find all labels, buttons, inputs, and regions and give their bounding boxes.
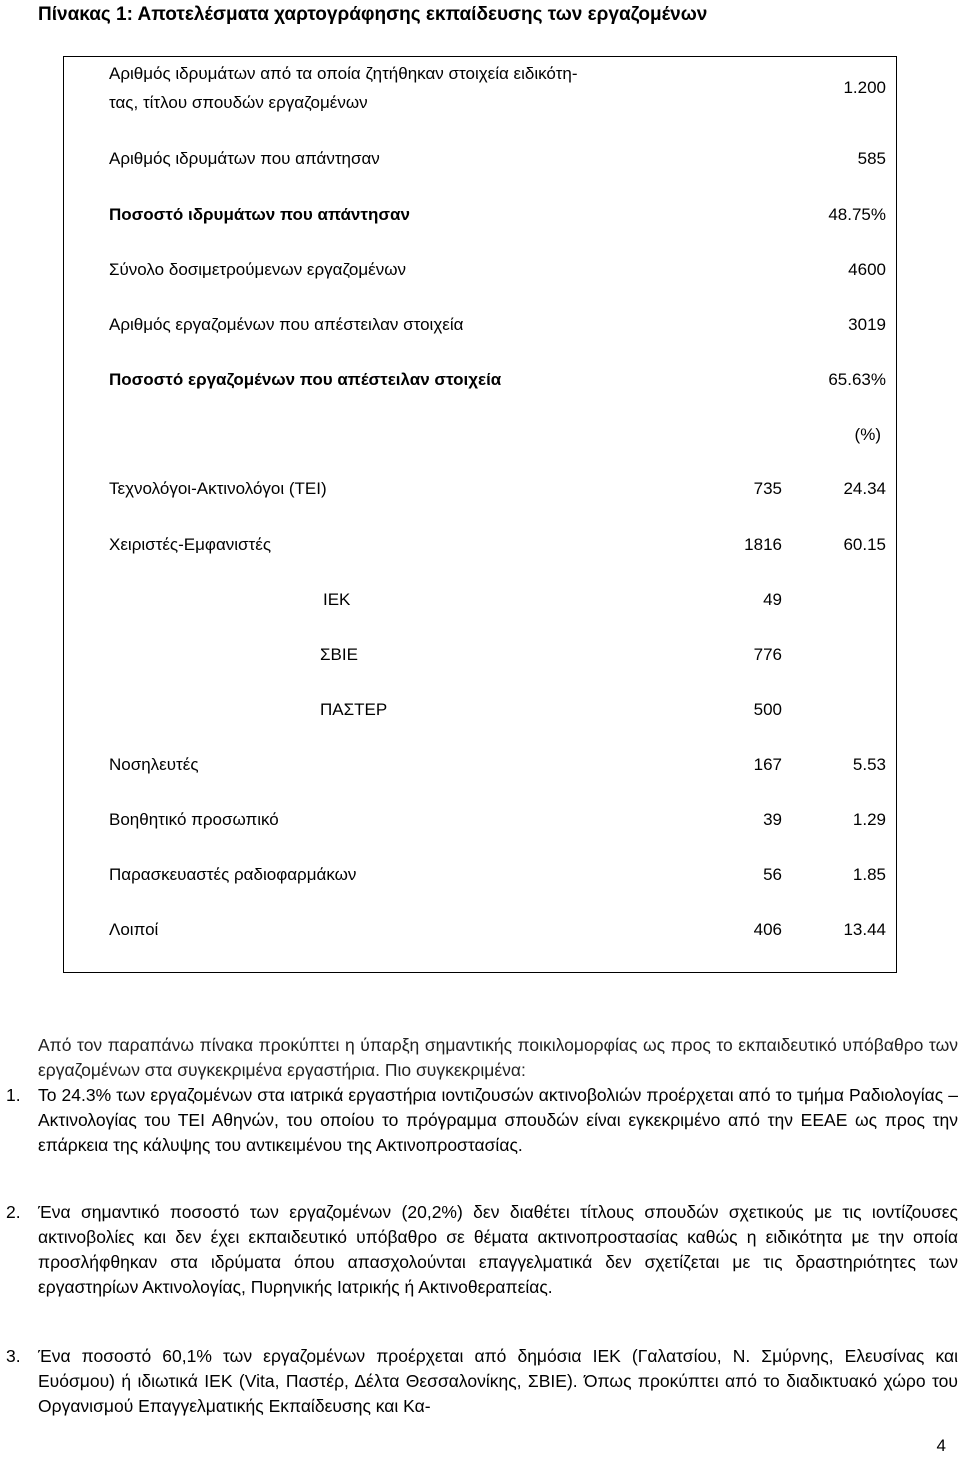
table-row-label: Σύνολο δοσιμετρούμενων εργαζομένων <box>109 260 406 279</box>
page-title: Πίνακας 1: Αποτελέσματα χαρτογράφησης εκπαίδευσης των εργαζομένων <box>38 4 708 25</box>
table-row-count: 776 <box>753 645 782 664</box>
intro-paragraph: Από τον παραπάνω πίνακα προκύπτει η ύπαρξη σημαντικής ποικιλομορφίας ως προς το εκπαιδευτικό υπόβαθρο των εργαζομένων στα συγκεκριμένα εργαστήρια. Πιο συγκεκριμένα: <box>38 1035 958 1080</box>
percent-header: (%) <box>854 425 881 444</box>
table-row-sublabel: ΙΕΚ <box>323 590 351 609</box>
table-row-count: 39 <box>763 810 782 829</box>
list-item-text: Ένα σημαντικό ποσοστό των εργαζομένων (20,2%) δεν διαθέτει τίτλους σπουδών σχετικούς με τις ιοντίζουσες ακτινοβολίες και δεν έχει εκπαιδευτικό υπόβαθρο σε θέματα ακτινοπροστασίας καθώς η ειδικότητα με την οποία προσλήφθηκαν στα ιδρύματα όπου απασχολούνται επαγγελματικά δεν σχετίζεται με τις δραστηριότητες των εργαστηρίων Ακτινολογίας, Πυρηνικής Ιατρικής ή Ακτινοθεραπείας. <box>38 1202 958 1297</box>
table-row-label: Νοσηλευτές <box>109 755 199 774</box>
table-row-percent: 1.85 <box>852 865 886 884</box>
table-row-percent: 24.34 <box>843 479 886 498</box>
list-item-number: 3. <box>6 1346 21 1366</box>
table-row-value: 65.63% <box>828 370 886 389</box>
table-row-label: Αριθμός εργαζομένων που απέστειλαν στοιχεία <box>109 315 464 334</box>
table-row-value: 4600 <box>848 260 886 279</box>
table-row-label: Ποσοστό ιδρυμάτων που απάντησαν <box>109 205 410 224</box>
table-row-count: 49 <box>763 590 782 609</box>
table-row-sublabel: ΣΒΙΕ <box>320 645 358 664</box>
page-number: 4 <box>936 1436 946 1455</box>
table-row-percent: 1.29 <box>852 810 886 829</box>
table-row-label: Τεχνολόγοι-Ακτινολόγοι (ΤΕΙ) <box>109 479 327 498</box>
table-row-sublabel: ΠΑΣΤΕΡ <box>320 700 388 719</box>
table-row-label: Αριθμός ιδρυμάτων που απάντησαν <box>109 149 380 168</box>
list-item-text: Ένα ποσοστό 60,1% των εργαζομένων προέρχεται από δημόσια ΙΕΚ (Γαλατσίου, Ν. Σμύρνης, Ελευσίνας και Ευόσμου) ή ιδιωτικά ΙΕΚ (Vita, Παστέρ, Δέλτα Θεσσαλονίκης, ΣΒΙΕ). Όπως προκύπτει από το διαδικτυακό χώρο του Οργανισμού Επαγγελματικής Εκπαίδευσης και Κα- <box>38 1346 958 1416</box>
table-row-percent: 13.44 <box>843 920 886 939</box>
table-row-value: 48.75% <box>828 205 886 224</box>
table-row-label: Παρασκευαστές ραδιοφαρμάκων <box>109 865 357 884</box>
table-row-label: Λοιποί <box>109 920 159 939</box>
list-item-number: 2. <box>6 1202 21 1222</box>
table-row-count: 406 <box>753 920 782 939</box>
results-table <box>63 56 897 973</box>
table-row-label: Χειριστές-Εμφανιστές <box>109 535 272 554</box>
table-row-label: Αριθμός ιδρυμάτων από τα οποία ζητήθηκαν στοιχεία ειδικότη- <box>109 64 578 83</box>
table-row-count: 56 <box>763 865 782 884</box>
table-row-count: 1816 <box>744 535 782 554</box>
list-item-text: Το 24.3% των εργαζομένων στα ιατρικά εργαστήρια ιοντιζουσών ακτινοβολιών προέρχεται από το τμήμα Ραδιολογίας – Ακτινολογίας του ΤΕΙ Αθηνών, του οποίου το πρόγραμμα σπουδών είναι εγκεκριμένο από την ΕΕΑΕ ως προς την επάρκεια της κάλυψης του αντικειμένου της Ακτινοπροστασίας. <box>38 1085 958 1155</box>
table-row-label: Βοηθητικό προσωπικό <box>109 810 279 829</box>
table-row-count: 167 <box>753 755 782 774</box>
table-row-count: 735 <box>753 479 782 498</box>
table-row-label: τας, τίτλου σπουδών εργαζομένων <box>109 93 368 112</box>
table-row-value: 3019 <box>848 315 886 334</box>
table-row-count: 500 <box>753 700 782 719</box>
table-row-value: 585 <box>857 149 886 168</box>
table-row-percent: 60.15 <box>843 535 886 554</box>
table-row-percent: 5.53 <box>852 755 886 774</box>
table-row-value: 1.200 <box>843 78 886 97</box>
list-item-number: 1. <box>6 1085 21 1105</box>
table-row-label: Ποσοστό εργαζομένων που απέστειλαν στοιχεία <box>109 370 502 389</box>
